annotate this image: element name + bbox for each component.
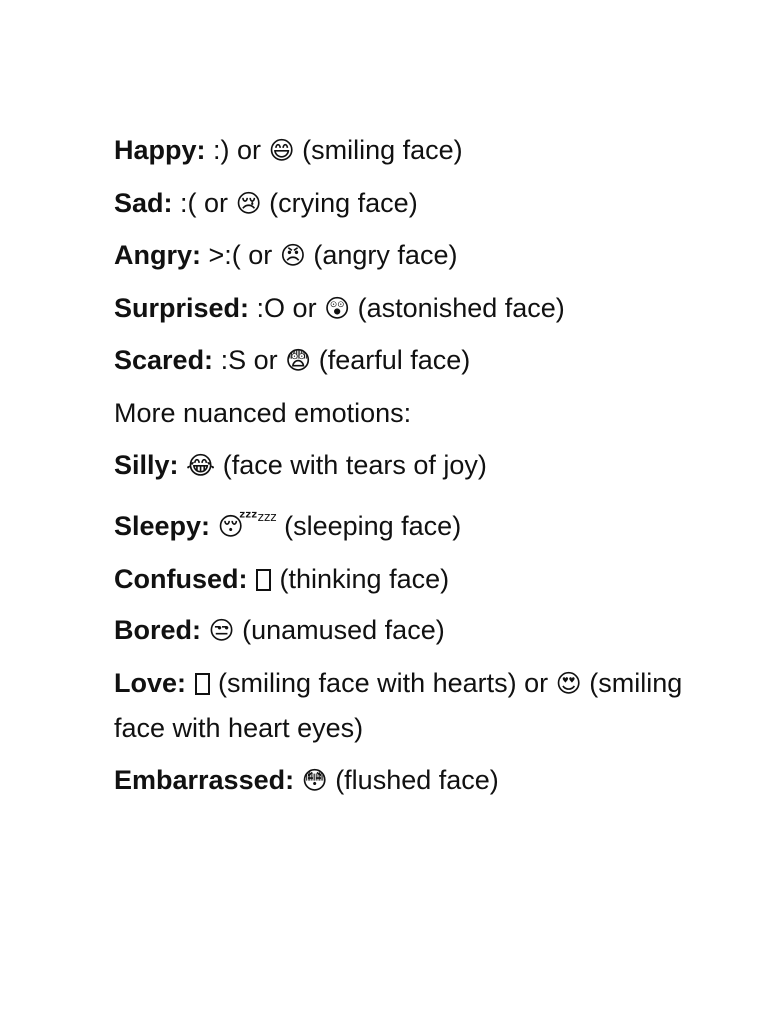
term-label: Love: <box>114 667 187 698</box>
emoji-description: (smiling face with hearts) or <box>218 667 549 698</box>
entry-confused <box>114 557 704 601</box>
emoticon-text: :) or <box>213 135 262 165</box>
emoji-description: (angry face) <box>313 240 458 271</box>
term-label: Silly: <box>114 449 179 480</box>
emoticon-text: :S or <box>220 345 278 376</box>
emoji-description: (smiling face) <box>302 135 463 165</box>
entry-surprised <box>114 286 704 331</box>
zzz-mark: zzz <box>257 510 277 525</box>
tears-of-joy-icon: 😂 <box>186 450 216 480</box>
entry-sad <box>114 181 704 226</box>
emoji-description: (crying face) <box>269 187 418 218</box>
document-body <box>114 128 704 810</box>
term-label: Angry: <box>114 240 201 271</box>
emoji-description: (sleeping face) <box>284 511 462 542</box>
sleeping-face-icon: 😴 <box>217 512 258 542</box>
emoticon-text: :( or <box>180 187 229 218</box>
emoji-description: (astonished face) <box>357 292 565 323</box>
term-label: Bored: <box>114 615 201 646</box>
emoji-description: (flushed face) <box>335 764 499 795</box>
crying-face-icon: 😢 <box>235 188 262 218</box>
term-label: Embarrassed: <box>114 764 295 795</box>
flushed-face-icon: 😳 <box>301 765 328 795</box>
entry-love <box>114 661 704 750</box>
thinking-face-icon <box>256 569 271 591</box>
emoji-description: (thinking face) <box>279 563 450 594</box>
heart-eyes-icon: 😍 <box>555 668 582 698</box>
entry-happy <box>114 128 704 173</box>
unamused-face-icon: 😒 <box>208 616 235 646</box>
entry-angry <box>114 233 704 278</box>
emoticon-text: >:( or <box>208 240 273 271</box>
emoji-description: (fearful face) <box>318 345 471 376</box>
entry-scared <box>114 338 704 383</box>
entry-sleepy <box>114 495 704 549</box>
emoticon-text: :O or <box>256 292 317 323</box>
entry-embarrassed <box>114 758 704 803</box>
astonished-face-icon: 😲 <box>324 293 351 323</box>
emoji-description: (smiling face with heart eyes) <box>114 667 683 743</box>
fearful-face-icon: 😨 <box>285 346 312 376</box>
term-label: Sad: <box>114 187 173 218</box>
term-label: Happy: <box>114 135 206 165</box>
entry-bored <box>114 608 704 653</box>
smiling-face-icon: 😄 <box>268 136 295 165</box>
emoji-description: (unamused face) <box>242 615 445 646</box>
section-heading: More nuanced emotions: <box>114 397 412 428</box>
term-label: Sleepy: <box>114 511 211 542</box>
entry-silly <box>114 443 704 488</box>
angry-face-icon: 😠 <box>279 241 306 271</box>
term-label: Scared: <box>114 345 214 376</box>
term-label: Surprised: <box>114 292 250 323</box>
term-label: Confused: <box>114 563 248 594</box>
emoji-description: (face with tears of joy) <box>222 449 487 480</box>
smiling-face-with-hearts-icon <box>195 673 210 695</box>
